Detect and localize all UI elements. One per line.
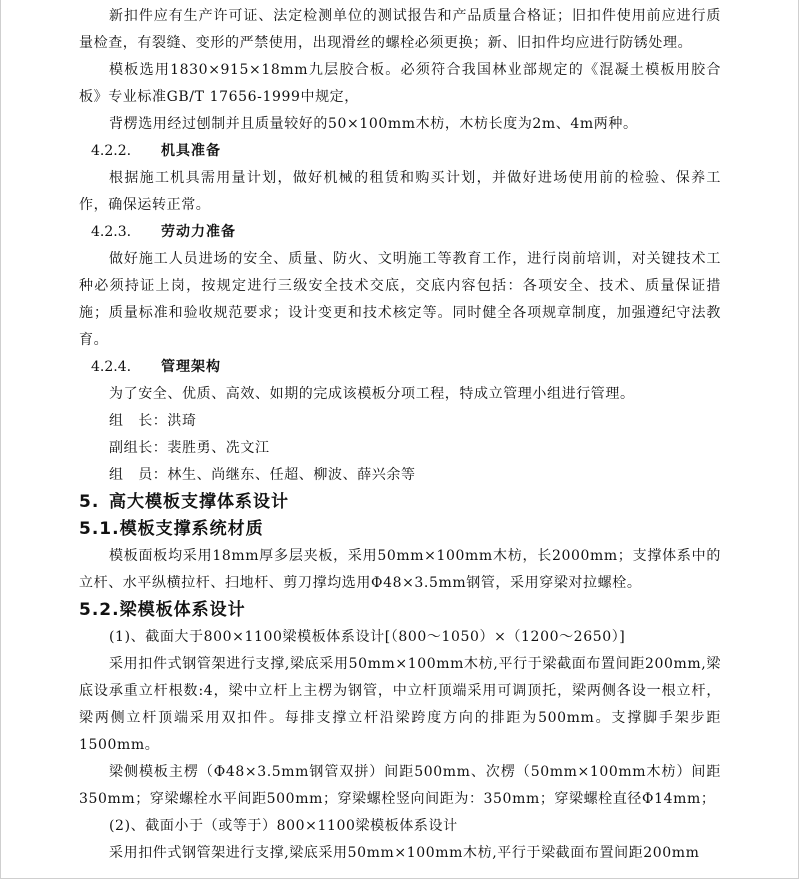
chapter-number: 5. [79,492,100,512]
paragraph-beam-side-formwork: 梁侧模板主楞（Φ48×3.5mm钢管双拼）间距500mm、次楞（50mm×100mm木枋）间距350mm；穿梁螺栓水平间距500mm；穿梁螺栓竖向间距为：350mm；穿梁螺栓直径Φ14mm； [79,764,721,807]
section-title: 机具准备 [161,143,221,159]
paragraph-beam-support: 采用扣件式钢管架进行支撑,梁底采用50mm×100mm木枋,平行于梁截面布置间距200mm,梁底设承重立杆根数:4，梁中立杆上主楞为钢管，中立杆顶端采用可调顶托，梁两侧各设一根立杆，梁两侧立杆顶端采用双扣件。每排支撑立杆沿梁跨度方向的排距为500mm。支撑脚手架步距1500mm。 [79,656,721,753]
paragraph-labor: 做好施工人员进场的安全、质量、防火、文明施工等教育工作，进行岗前培训，对关键技术工种必须持证上岗，按规定进行三级安全技术交底，交底内容包括：各项安全、技术、质量保证措施；质量标准和验收规范要求；设计变更和技术核定等。同时健全各项规章制度，加强遵纪守法教育。 [79,251,721,348]
section-title: 劳动力准备 [161,224,236,240]
paragraph-back-battens: 背楞选用经过刨制并且质量较好的50×100mm木枋，木枋长度为2m、4m两种。 [109,116,638,132]
paragraph-beam-support-cut: 采用扣件式钢管架进行支撑,梁底采用50mm×100mm木枋,平行于梁截面布置间距200mm [109,845,700,861]
team-members: 组 员：林生、尚继东、任超、柳波、薛兴余等 [109,467,416,483]
document-body [79,3,721,867]
section-heading-4-2-2 [79,138,721,165]
section-number: 4.2.3. [91,224,132,240]
paragraph-formwork-plywood: 模板选用1830×915×18mm九层胶合板。必须符合我国林业部规定的《混凝土模板用胶合板》专业标准GB/T 17656-1999中规定， [79,62,721,105]
team-deputy: 副组长：裴胜勇、冼文江 [109,440,270,456]
paragraph-machinery: 根据施工机具需用量计划，做好机械的租赁和购买计划，并做好进场使用前的检验、保养工作，确保运转正常。 [79,170,721,213]
paragraph-management: 为了安全、优质、高效、如期的完成该模板分项工程，特成立管理小组进行管理。 [109,386,635,402]
paragraph-fasteners: 新扣件应有生产许可证、法定检测单位的测试报告和产品质量合格证；旧扣件使用前应进行质量检查，有裂缝、变形的严禁使用，出现滑丝的螺栓必须更换；新、旧扣件均应进行防锈处理。 [79,8,721,51]
team-leader: 组 长：洪琦 [109,413,197,429]
section-number: 4.2.2. [91,143,132,159]
section-number: 4.2.4. [91,359,132,375]
chapter-heading-5 [79,489,721,516]
chapter-title: 高大模板支撑体系设计 [109,492,289,512]
section-title: 管理架构 [161,359,221,375]
paragraph-support-material: 模板面板均采用18mm厚多层夹板，采用50mm×100mm木枋，长2000mm；支撑体系中的立杆、水平纵横拉杆、扫地杆、剪刀撑均选用Φ48×3.5mm钢管，采用穿梁对拉螺栓。 [79,548,721,591]
item-large-section: (1)、截面大于800×1100梁模板体系设计[（800～1050）×（1200～2650）] [109,629,626,645]
item-small-section: (2)、截面小于（或等于）800×1100梁模板体系设计 [109,818,458,834]
section-heading-4-2-4 [79,354,721,381]
section-heading-5-2: 5.2.梁模板体系设计 [79,600,246,620]
section-heading-5-1: 5.1.模板支撑系统材质 [79,519,264,539]
section-heading-4-2-3 [79,219,721,246]
